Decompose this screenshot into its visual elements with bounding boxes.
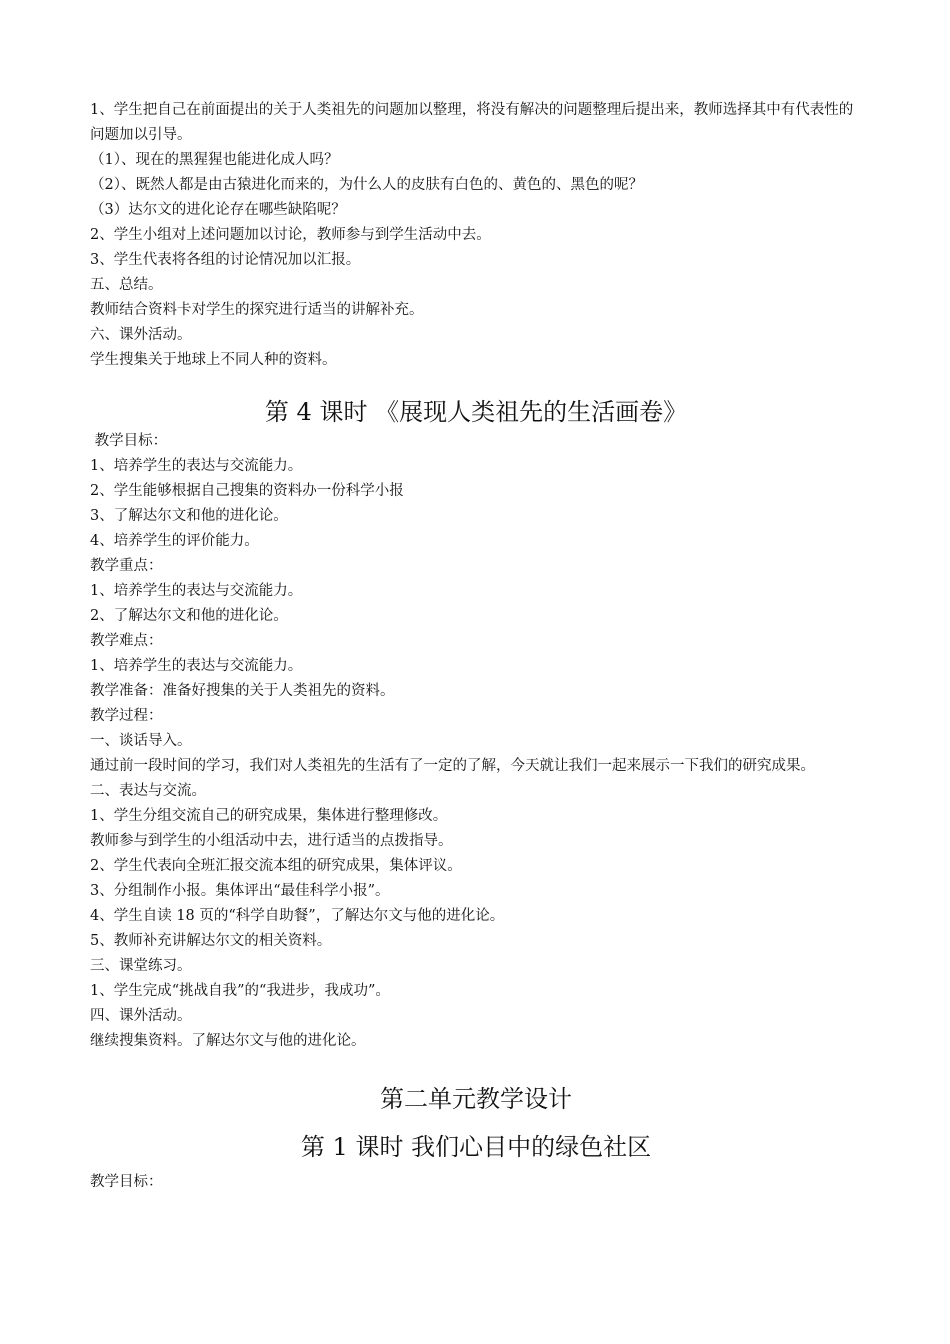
paragraph: 通过前一段时间的学习，我们对人类祖先的生活有了一定的了解，今天就让我们一起来展示一下我们的研究成果。 xyxy=(90,758,815,774)
paragraph: 教师参与到学生的小组活动中去，进行适当的点拨指导。 xyxy=(90,833,453,849)
paragraph: （3）达尔文的进化论存在哪些缺陷呢？ xyxy=(90,202,346,218)
section-heading: 一、谈话导入。 xyxy=(90,733,192,749)
section-heading: 二、表达与交流。 xyxy=(90,783,206,799)
list-item: 1、学生分组交流自己的研究成果，集体进行整理修改。 xyxy=(90,808,448,824)
paragraph: 学生搜集关于地球上不同人种的资料。 xyxy=(90,352,337,368)
paragraph: 教师结合资料卡对学生的探究进行适当的讲解补充。 xyxy=(90,302,424,318)
paragraph: （2）、既然人都是由古猿进化而来的，为什么人的皮肤有白色的、黄色的、黑色的呢？ xyxy=(90,177,643,193)
list-item: 5、教师补充讲解达尔文的相关资料。 xyxy=(90,933,332,949)
list-item: 4、培养学生的评价能力。 xyxy=(90,533,259,549)
list-item: 2、学生能够根据自己搜集的资料办一份科学小报 xyxy=(90,483,404,499)
unit-2-title: 第二单元教学设计 xyxy=(380,1085,572,1113)
label: 教学目标： xyxy=(90,1174,163,1190)
section-heading: 三、课堂练习。 xyxy=(90,958,192,974)
paragraph: 2、学生小组对上述问题加以讨论，教师参与到学生活动中去。 xyxy=(90,227,491,243)
paragraph: 教学准备：准备好搜集的关于人类祖先的资料。 xyxy=(90,683,395,699)
list-item: 1、培养学生的表达与交流能力。 xyxy=(90,458,303,474)
list-item: 2、学生代表向全班汇报交流本组的研究成果，集体评议。 xyxy=(90,858,462,874)
list-item: 3、分组制作小报。集体评出“最佳科学小报”。 xyxy=(90,883,390,899)
paragraph: 继续搜集资料。了解达尔文与他的进化论。 xyxy=(90,1033,366,1049)
unit-2-lesson-1-title: 第 1 课时 我们心目中的绿色社区 xyxy=(300,1133,652,1161)
paragraph: 1、学生把自己在前面提出的关于人类祖先的问题加以整理，将没有解决的问题整理后提出来，教师选择其中有代表性的问题加以引导。 xyxy=(90,102,854,143)
list-item: 1、学生完成“挑战自我”的“我进步，我成功”。 xyxy=(90,983,390,999)
section-heading: 五、总结。 xyxy=(90,277,163,293)
label: 教学目标： xyxy=(90,433,168,449)
list-item: 2、了解达尔文和他的进化论。 xyxy=(90,608,288,624)
document-page xyxy=(90,98,862,1195)
list-item: 3、了解达尔文和他的进化论。 xyxy=(90,508,288,524)
list-item: 1、培养学生的表达与交流能力。 xyxy=(90,583,303,599)
label: 教学过程： xyxy=(90,708,163,724)
paragraph: （1）、现在的黑猩猩也能进化成人吗？ xyxy=(90,152,339,168)
section-heading: 四、课外活动。 xyxy=(90,1008,192,1024)
lesson-4-title: 第 4 课时 《展现人类祖先的生活画卷》 xyxy=(264,398,688,426)
label: 教学重点： xyxy=(90,558,163,574)
list-item: 4、学生自读 18 页的“科学自助餐”，了解达尔文与他的进化论。 xyxy=(90,908,505,924)
section-heading: 六、课外活动。 xyxy=(90,327,192,343)
paragraph: 3、学生代表将各组的讨论情况加以汇报。 xyxy=(90,252,361,268)
label: 教学难点： xyxy=(90,633,163,649)
list-item: 1、培养学生的表达与交流能力。 xyxy=(90,658,303,674)
